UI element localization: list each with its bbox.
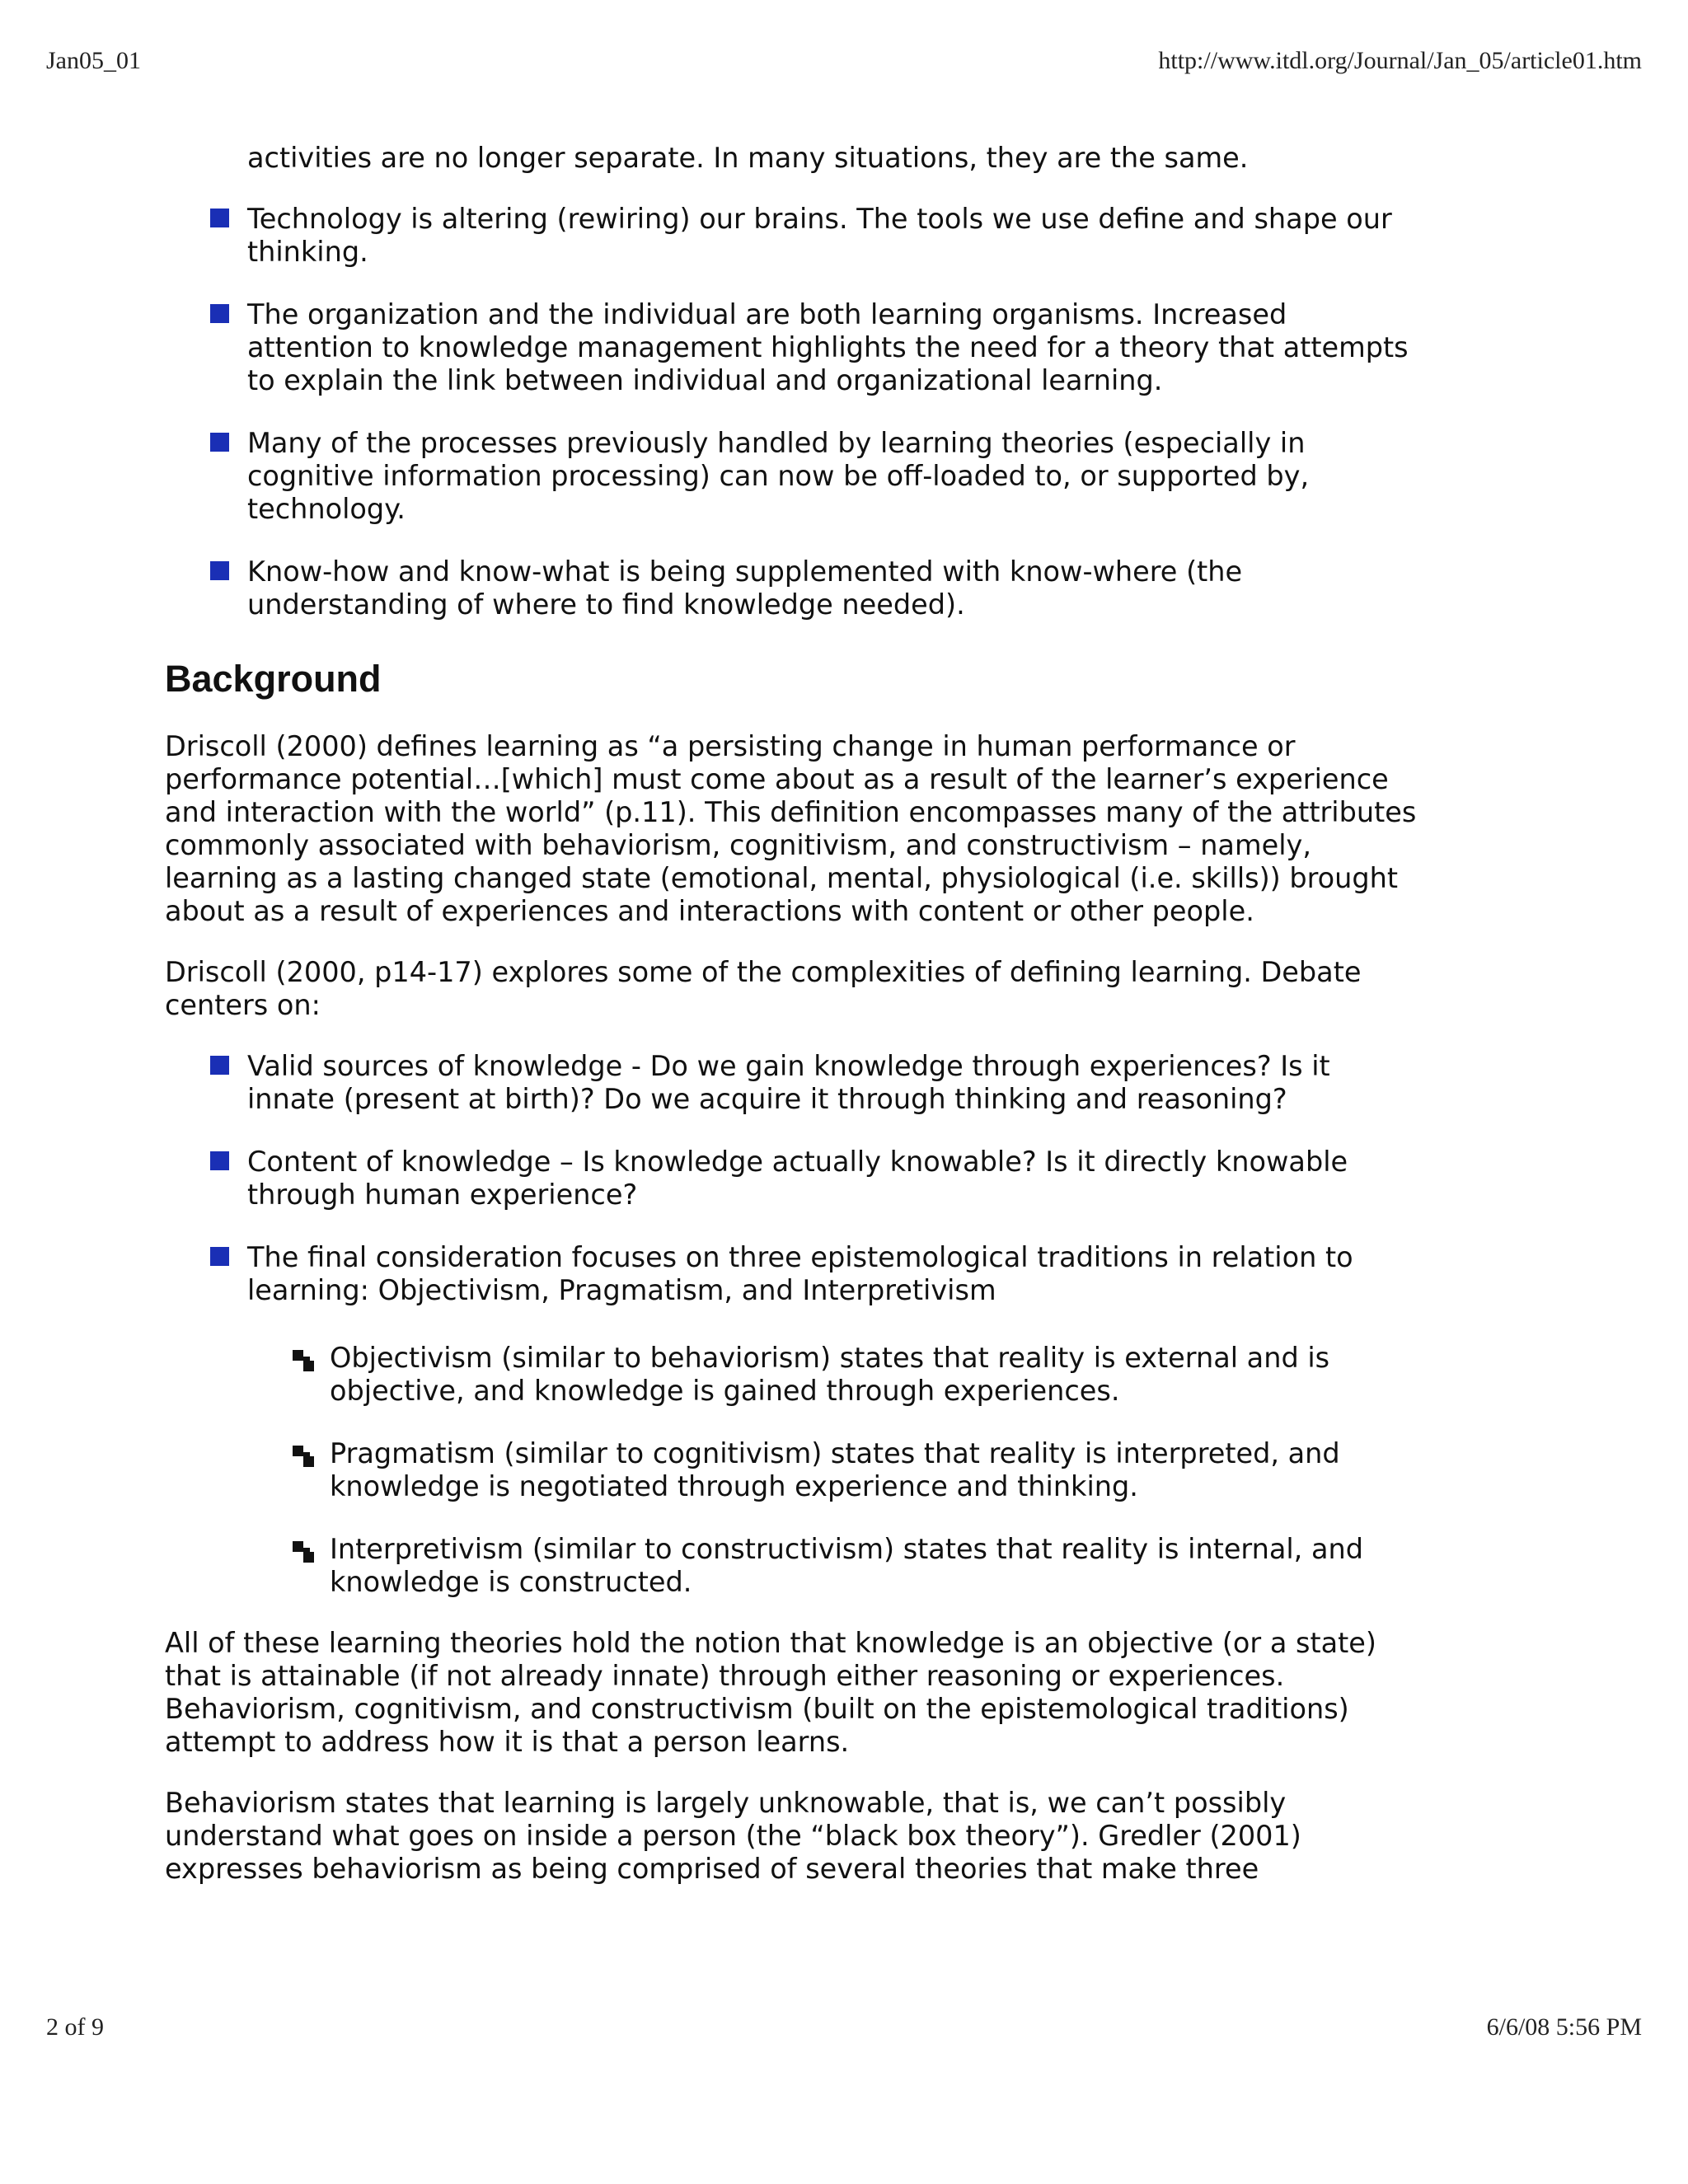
paragraph-driscoll-definition: Driscoll (2000) defines learning as “a persisting change in human performance or performance potential…[which] must come about as a result of the learner’s experience and interaction with the world” (p.11). This definition encompasses many of the attributes commonly associated with behaviorism, cognitivism, and constructivism – namely, learning as a lasting changed state (emotional, mental, physiological (i.e. skills)) brought about as a result of experiences and interactions with content or other people. (165, 730, 1417, 927)
sub-list-item (247, 1437, 1418, 1503)
list-item (165, 203, 1418, 269)
list-item-text: Valid sources of knowledge - Do we gain knowledge through experiences? Is it innate (present at birth)? Do we acquire it through thinking and reasoning? (247, 1050, 1330, 1115)
list-item (165, 427, 1418, 526)
blue-square-bullet-icon (210, 433, 229, 452)
list-item-text: The final consideration focuses on three epistemological traditions in relation to learning: Objectivism, Pragmatism, and Interpretivism (247, 1241, 1353, 1306)
list-item (165, 1241, 1418, 1599)
list-item-text: Many of the processes previously handled by learning theories (especially in cognitive information processing) can now be off-loaded to, or supported by, technology. (247, 427, 1310, 525)
paragraph-driscoll-complexities: Driscoll (2000, p14-17) explores some of the complexities of defining learning. Debate centers on: (165, 956, 1362, 1021)
list-item (165, 1146, 1418, 1212)
sub-list-item-text: Pragmatism (similar to cognitivism) states that reality is interpreted, and knowledge is negotiated through experience and thinking. (330, 1437, 1340, 1502)
continued-list-item: activities are no longer separate. In many situations, they are the same. (247, 142, 1249, 174)
list-item (165, 1050, 1418, 1116)
checker-square-bullet-icon (293, 1350, 314, 1371)
checker-square-bullet-icon (293, 1446, 314, 1467)
sub-list-item (247, 1342, 1418, 1408)
debate-bullet-list (165, 1050, 1418, 1599)
paragraph-behaviorism: Behaviorism states that learning is largely unknowable, that is, we can’t possibly understand what goes on inside a person (the “black box theory”). Gredler (2001) expresses behaviorism as being comprised of several theories that make three (165, 1787, 1301, 1885)
sub-list-item-text: Interpretivism (similar to constructivism) states that reality is internal, and knowledge is constructed. (330, 1533, 1364, 1598)
print-footer (46, 2013, 1642, 2041)
article-content (165, 142, 1418, 1914)
sub-list-item (247, 1533, 1418, 1599)
blue-square-bullet-icon (210, 561, 229, 580)
traditions-sub-list (247, 1342, 1418, 1599)
footer-page-count: 2 of 9 (46, 2013, 104, 2041)
checker-square-bullet-icon (293, 1541, 314, 1563)
list-item (165, 298, 1418, 397)
footer-timestamp: 6/6/08 5:56 PM (1486, 2013, 1642, 2041)
blue-square-bullet-icon (210, 209, 229, 227)
blue-square-bullet-icon (210, 1247, 229, 1266)
list-item-text: Technology is altering (rewiring) our brains. The tools we use define and shape our thinking. (247, 203, 1392, 268)
print-header (46, 47, 1642, 75)
section-heading-background: Background (165, 658, 382, 700)
paragraph-learning-theories: All of these learning theories hold the notion that knowledge is an objective (or a state) that is attainable (if not already innate) through either reasoning or experiences. Behaviorism, cognitivism, and constructivism (built on the epistemological traditions) attempt to address how it is that a person learns. (165, 1627, 1376, 1758)
list-item (165, 555, 1418, 621)
top-bullet-list (165, 203, 1418, 621)
blue-square-bullet-icon (210, 304, 229, 323)
blue-square-bullet-icon (210, 1056, 229, 1075)
list-item-text: The organization and the individual are both learning organisms. Increased attention to knowledge management highlights the need for a theory that attempts to explain the link between individual and organizational learning. (247, 298, 1409, 396)
header-url[interactable]: http://www.itdl.org/Journal/Jan_05/article01.htm (1158, 47, 1642, 74)
list-item-text: Know-how and know-what is being supplemented with know-where (the understanding of where to find knowledge needed). (247, 555, 1243, 621)
list-item-text: Content of knowledge – Is knowledge actually knowable? Is it directly knowable through human experience? (247, 1146, 1348, 1211)
sub-list-item-text: Objectivism (similar to behaviorism) states that reality is external and is objective, and knowledge is gained through experiences. (330, 1342, 1330, 1407)
header-page-id: Jan05_01 (46, 47, 141, 74)
blue-square-bullet-icon (210, 1151, 229, 1170)
